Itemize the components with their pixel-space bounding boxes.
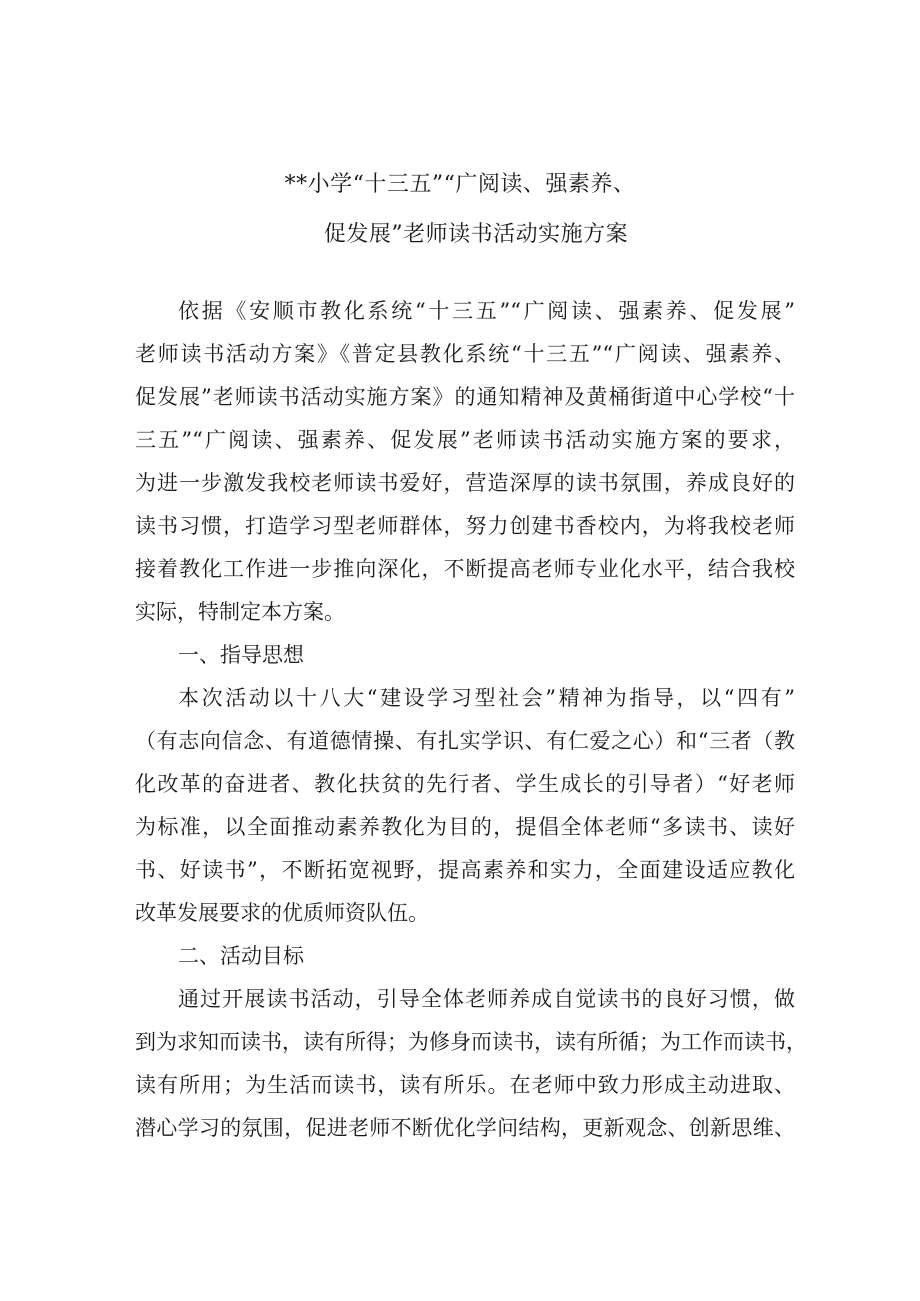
text-line: 化改革的奋进者、教化扶贫的先行者、学生成长的引导者）“好老师 bbox=[135, 772, 795, 796]
text-line: 书、好读书”，不断拓宽视野，提高素养和实力，全面建设适应教化 bbox=[135, 858, 795, 882]
text-line: 老师读书活动方案》《普定县教化系统“十三五”“广阅读、强素养、 bbox=[135, 342, 795, 366]
text-line: 读书习惯，打造学习型老师群体，努力创建书香校内，为将我校老师 bbox=[135, 514, 795, 538]
text-line: 接着教化工作进一步推向深化，不断提高老师专业化水平，结合我校 bbox=[135, 557, 795, 581]
title-line-2: 促发展”老师读书活动实施方案 bbox=[323, 222, 629, 247]
text-line: 实际，特制定本方案。 bbox=[135, 600, 345, 624]
section-heading-activity-goal bbox=[135, 935, 795, 978]
text-line: 潜心学习的氛围，促进老师不断优化学问结构，更新观念、创新思维、 bbox=[135, 1116, 795, 1140]
paragraph-preamble bbox=[135, 290, 795, 634]
paragraph-activity-goal bbox=[135, 978, 807, 1150]
text-line: 本次活动以十八大“建设学习型社会”精神为指导，以“四有” bbox=[178, 686, 795, 710]
text-line: 为标准，以全面推动素养教化为目的，提倡全体老师“多读书、读好 bbox=[135, 815, 795, 839]
title-line-1: **小学“十三五”“广阅读、强素养、 bbox=[284, 172, 636, 197]
section-heading: 二、活动目标 bbox=[178, 944, 304, 968]
text-line: 读有所用；为生活而读书，读有所乐。在老师中致力形成主动进取、 bbox=[135, 1073, 795, 1097]
section-heading: 一、指导思想 bbox=[178, 643, 304, 667]
text-line: 依据《安顺市教化系统“十三五”“广阅读、强素养、促发展” bbox=[178, 299, 795, 323]
text-line: 为进一步激发我校老师读书爱好，营造深厚的读书氛围，养成良好的 bbox=[135, 471, 795, 495]
document-title bbox=[0, 160, 920, 260]
text-line: （有志向信念、有道德情操、有扎实学识、有仁爱之心）和“三者（教 bbox=[135, 729, 795, 753]
paragraph-guiding-thought bbox=[135, 677, 795, 935]
document-body bbox=[135, 290, 807, 1150]
text-line: 三五”“广阅读、强素养、促发展”老师读书活动实施方案的要求， bbox=[135, 428, 795, 452]
text-line: 到为求知而读书，读有所得；为修身而读书，读有所循；为工作而读书， bbox=[135, 1030, 807, 1054]
text-line: 通过开展读书活动，引导全体老师养成自觉读书的良好习惯，做 bbox=[178, 987, 795, 1011]
text-line: 改革发展要求的优质师资队伍。 bbox=[135, 901, 429, 925]
text-line: 促发展”老师读书活动实施方案》的通知精神及黄桶街道中心学校“十 bbox=[135, 385, 795, 409]
section-heading-guiding-thought bbox=[135, 634, 795, 677]
